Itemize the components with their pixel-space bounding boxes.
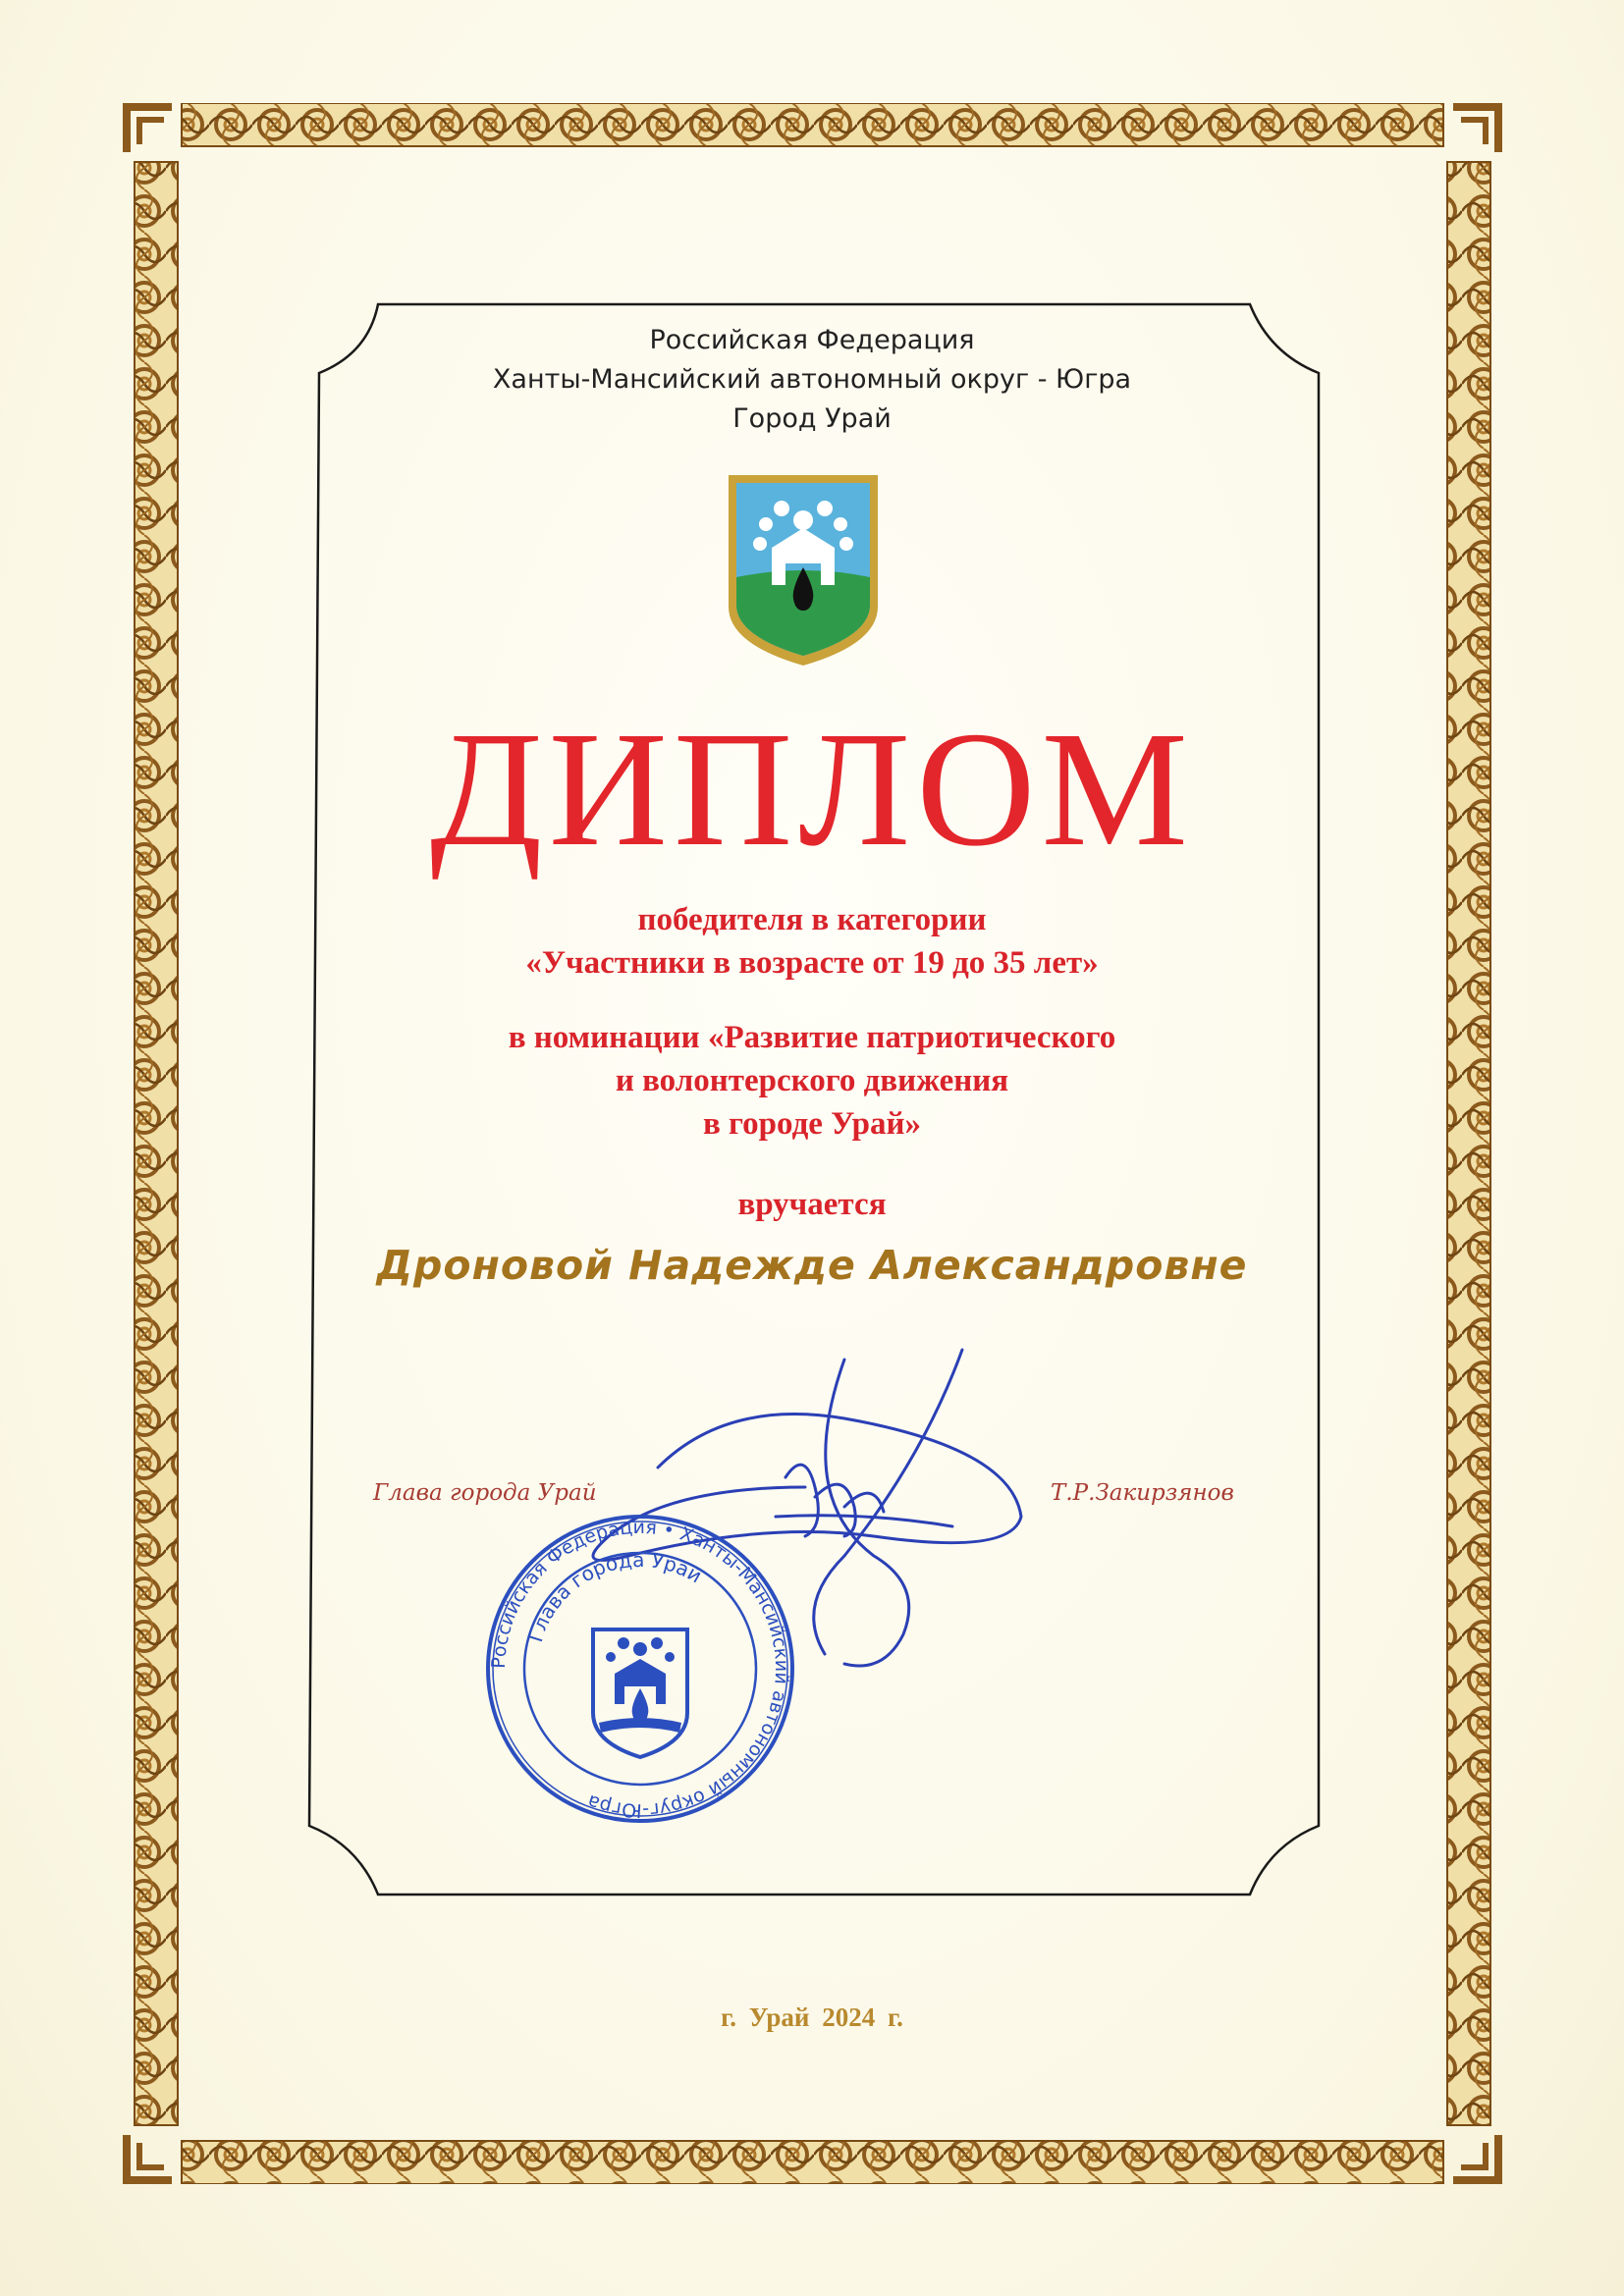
category-line-2: «Участники в возрасте от 19 до 35 лет» xyxy=(525,945,1099,981)
header xyxy=(0,321,1624,439)
official-seal xyxy=(483,1512,797,1830)
place-and-year: г. Урай 2024 г. xyxy=(721,2002,903,2032)
seal-emblem-icon xyxy=(593,1629,687,1757)
category xyxy=(0,898,1624,985)
awarded-line xyxy=(0,1183,1624,1226)
nomination xyxy=(0,1016,1624,1146)
header-region: Ханты-Мансийский автономный округ - Югра xyxy=(492,364,1132,395)
header-city: Город Урай xyxy=(732,403,892,434)
recipient-name: Дроновой Надежде Александровне xyxy=(376,1242,1248,1289)
seal-outer-text: Российская Федерация • Ханты-Мансийский автономный округ-Югра xyxy=(487,1516,793,1822)
awarded-text: вручается xyxy=(737,1187,887,1222)
nomination-line-3: в городе Урай» xyxy=(702,1106,922,1142)
nomination-line-2: и волонтерского движения xyxy=(615,1063,1009,1098)
uray-coat-of-arms-icon xyxy=(723,469,884,671)
header-country: Российская Федерация xyxy=(649,325,975,355)
signatory-name: Т.Р.Закирзянов xyxy=(1051,1480,1234,1506)
seal-inner-text: Глава города Урай xyxy=(522,1547,707,1645)
category-line-1: победителя в категории xyxy=(637,902,987,937)
signatory-position: Глава города Урай xyxy=(373,1480,597,1506)
nomination-line-1: в номинации «Развитие патриотического xyxy=(508,1020,1116,1055)
diploma-title: ДИПЛОМ xyxy=(430,698,1194,881)
